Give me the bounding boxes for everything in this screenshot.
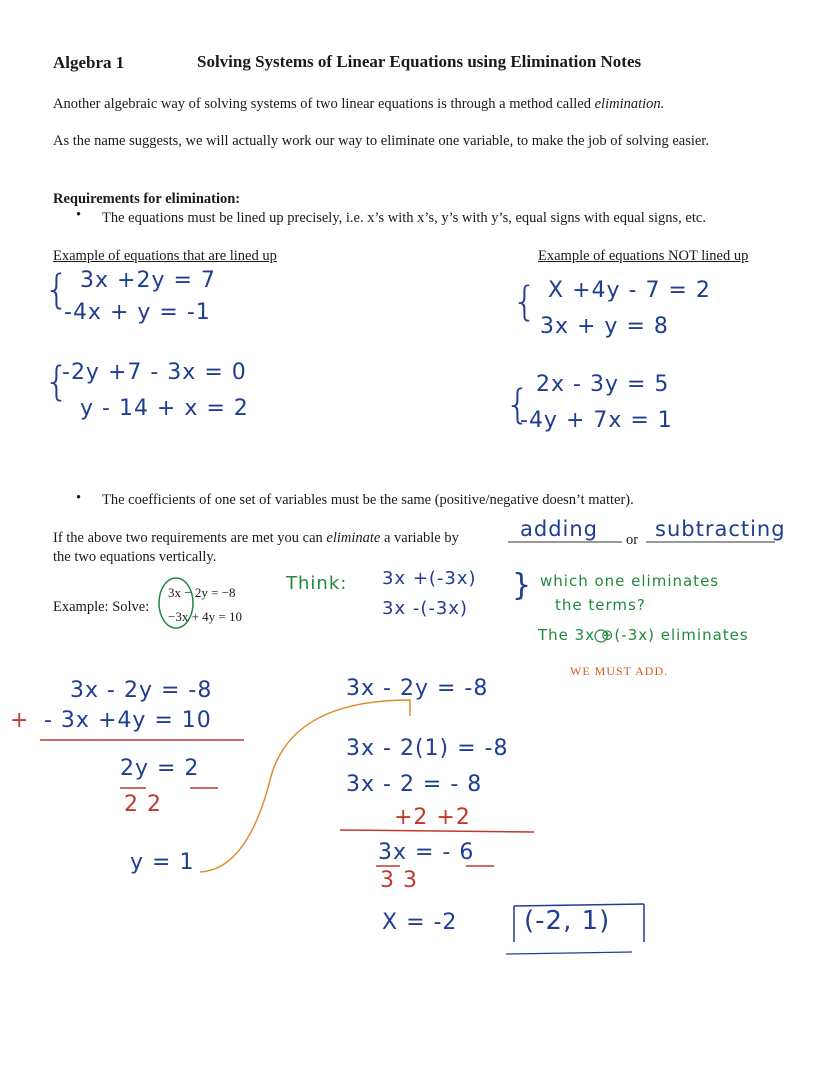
think-expr-2: 3x -(-3x): [382, 598, 468, 619]
work-right-x: X = -2: [382, 910, 458, 935]
handwritten-eq: 3x + y = 8: [540, 314, 669, 339]
work-left-result: 2y = 2: [120, 756, 200, 781]
work-right-line-3: 3x - 2 = - 8: [346, 772, 483, 797]
work-right-line-6: 3 3: [380, 868, 418, 893]
think-label: Think:: [286, 573, 348, 594]
example-eq-2: −3x + 4y = 10: [168, 609, 242, 624]
work-right-line-1: 3x - 2y = -8: [346, 676, 489, 701]
eliminate-text: If the above two requirements are met you can: [53, 530, 327, 546]
lined-up-title: Example of equations that are lined up: [53, 248, 277, 264]
circle-mark: [595, 630, 607, 642]
handwritten-eq: 3x +2y = 7: [80, 268, 216, 293]
work-left-divisor: 2 2: [124, 792, 162, 817]
work-left-y: y = 1: [130, 850, 195, 875]
final-answer: (-2, 1): [524, 906, 611, 936]
bullet-icon: •: [76, 207, 82, 223]
brace-icon: {: [512, 279, 538, 325]
page-title: Solving Systems of Linear Equations using Elimination Notes: [197, 52, 642, 71]
handwritten-eq: X +4y - 7 = 2: [548, 278, 711, 303]
eliminate-text-after: a variable by: [380, 530, 459, 546]
intro-text: Another algebraic way of solving systems of two linear equations is through a method called: [53, 96, 595, 112]
handwritten-eq: 2x - 3y = 5: [536, 372, 670, 397]
example-eq-1: 3x − 2y = −8: [168, 585, 236, 600]
circle-mark: [159, 578, 193, 628]
blank-adding: adding: [520, 517, 599, 541]
work-left-line-1: 3x - 2y = -8: [70, 678, 213, 703]
answer-underline: [506, 952, 632, 954]
must-add-note: WE MUST ADD.: [570, 664, 669, 678]
brace-icon: {: [44, 267, 70, 313]
brace-icon: {: [44, 359, 70, 405]
work-right-line-4: +2 +2: [394, 805, 471, 830]
example-label: Example: Solve:: [53, 599, 150, 615]
think-question-2: the terms?: [555, 596, 646, 614]
handwritten-eq: y - 14 + x = 2: [80, 396, 249, 421]
requirement-1: The equations must be lined up precisely, i.e. x’s with x’s, y’s with y’s, equal signs with equal signs, etc.: [102, 210, 706, 226]
substitution-arrow: [200, 700, 410, 872]
blank-subtracting: subtracting: [655, 517, 786, 541]
sum-line: [340, 830, 534, 832]
brace-icon: {: [505, 382, 531, 428]
handwritten-eq: -4y + 7x = 1: [520, 408, 673, 433]
requirements-heading: Requirements for elimination:: [53, 191, 241, 207]
plus-sign: +: [10, 708, 30, 733]
work-right-line-5: 3x = - 6: [378, 840, 475, 865]
eliminate-term: eliminate: [326, 530, 381, 546]
answer-box: [514, 904, 644, 906]
work-right-line-2: 3x - 2(1) = -8: [346, 736, 509, 761]
intro-paragraph-2: As the name suggests, we will actually work our way to eliminate one variable, to make the job of solving easier.: [53, 133, 709, 149]
think-expr-1: 3x +(-3x): [382, 568, 477, 589]
brace-icon: }: [512, 568, 533, 603]
handwritten-eq: -4x + y = -1: [64, 300, 211, 325]
think-answer: The 3x ⊕(-3x) eliminates: [538, 626, 749, 644]
handwritten-eq: -2y +7 - 3x = 0: [62, 360, 247, 385]
think-question-1: which one eliminates: [540, 572, 720, 590]
eliminate-sentence-2: the two equations vertically.: [53, 549, 217, 565]
bullet-icon: •: [76, 490, 82, 506]
requirement-2: The coefficients of one set of variables must be the same (positive/negative doesn’t matter).: [102, 492, 634, 508]
work-left-line-2: - 3x +4y = 10: [44, 708, 212, 733]
course-label: Algebra 1: [53, 53, 125, 72]
elimination-term: elimination.: [594, 96, 665, 112]
not-lined-up-title: Example of equations NOT lined up: [538, 248, 749, 264]
or-text: or: [626, 532, 639, 548]
